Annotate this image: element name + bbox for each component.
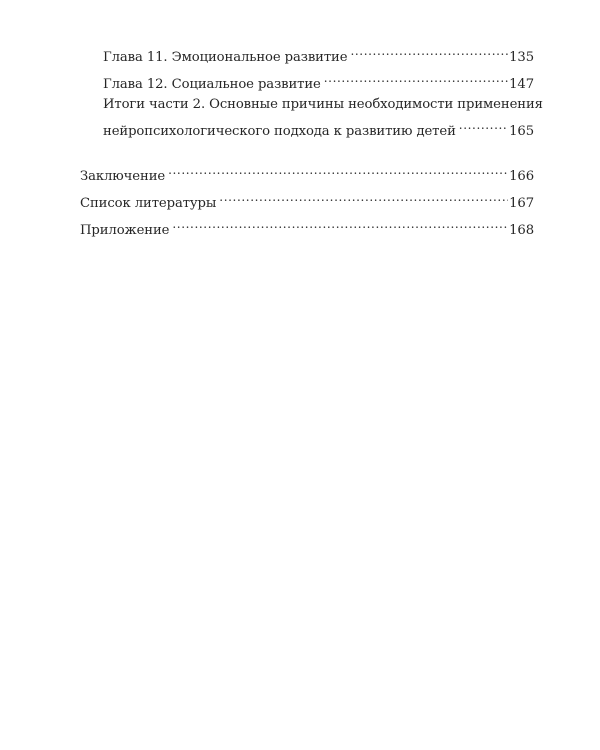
toc-entry-page-number: 165	[509, 124, 534, 139]
toc-entry-page-number: 168	[509, 223, 534, 238]
toc-entry-title-line-2	[80, 115, 534, 142]
toc-entry-title: Глава 11. Эмоциональное развитие	[103, 50, 348, 65]
toc-entry-title: Список литературы	[80, 196, 217, 211]
dot-leader	[219, 187, 508, 207]
toc-entry-page-number: 147	[509, 77, 534, 92]
toc-entry-title: Итоги части 2. Основные причины необходимости применения	[103, 97, 543, 112]
toc-entry-chapter-11[interactable]	[80, 41, 534, 68]
toc-entry-title-continued: нейропсихологического подхода к развитию детей	[103, 124, 456, 139]
dot-leader	[172, 214, 508, 234]
section-spacer	[80, 142, 534, 160]
toc-entry-part-2-summary[interactable]	[80, 95, 543, 142]
dot-leader	[324, 68, 508, 88]
toc-entry-page-number: 135	[509, 50, 534, 65]
toc-entry-conclusion[interactable]	[80, 160, 534, 187]
toc-entry-chapter-12[interactable]	[80, 68, 534, 95]
dot-leader	[350, 41, 508, 61]
toc-entry-bibliography[interactable]	[80, 187, 534, 214]
dot-leader	[459, 115, 508, 135]
dot-leader	[168, 160, 508, 180]
toc-entry-title-line-1	[80, 95, 543, 115]
table-of-contents	[80, 41, 543, 241]
toc-entry-title: Заключение	[80, 169, 166, 184]
toc-entry-title: Глава 12. Социальное развитие	[103, 77, 321, 92]
toc-entry-title: Приложение	[80, 223, 170, 238]
toc-entry-appendix[interactable]	[80, 214, 534, 241]
toc-entry-page-number: 167	[509, 196, 534, 211]
toc-entry-page-number: 166	[509, 169, 534, 184]
